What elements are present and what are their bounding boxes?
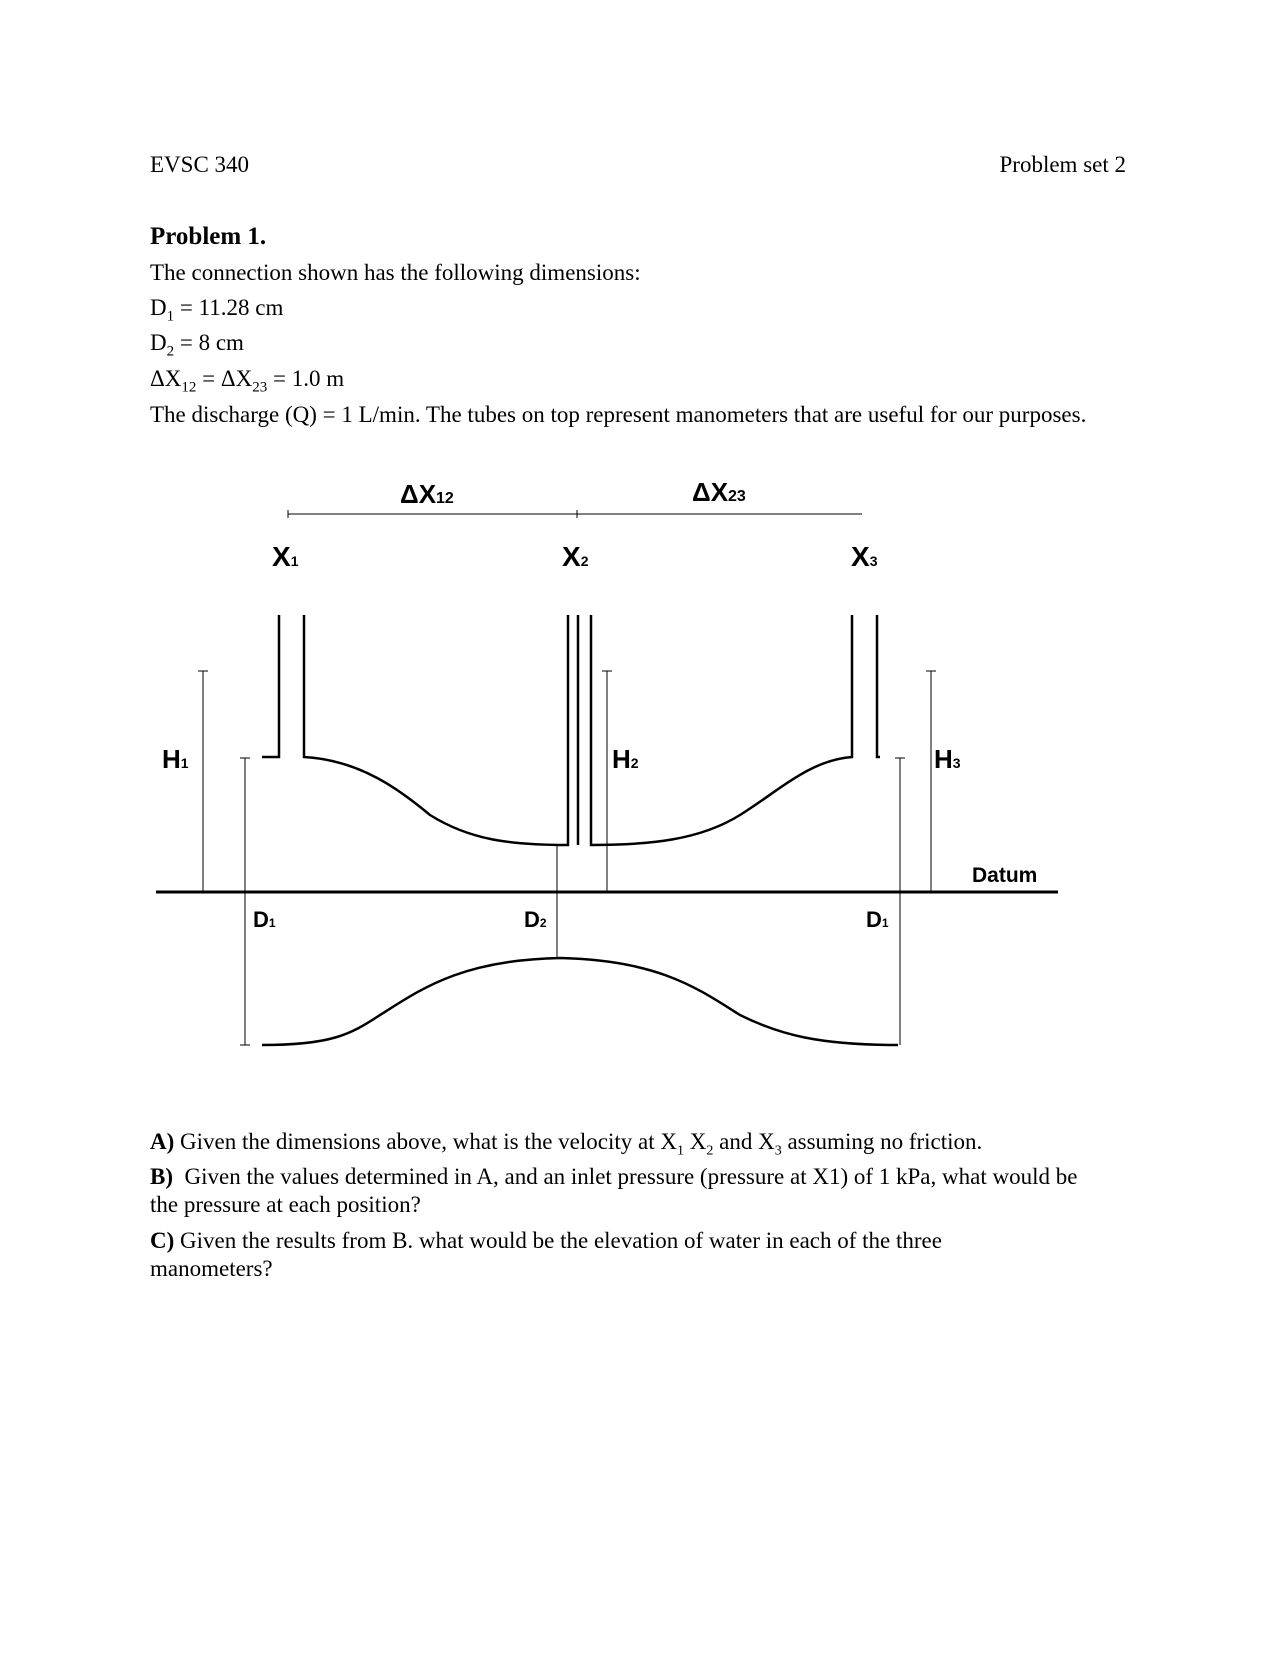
label-datum: Datum xyxy=(972,864,1038,887)
label-h2: H2 xyxy=(612,744,639,774)
label-d1-right: D1 xyxy=(866,907,889,932)
label-d1-left: D1 xyxy=(253,907,276,932)
label-dx12: ΔX12 xyxy=(400,479,454,509)
problem-title: Problem 1. xyxy=(150,223,267,250)
dimension-dx: $\Delta X_{12} = \Delta X_{23} = 1.0$ m xyxy=(150,366,345,396)
label-h3: H3 xyxy=(934,744,961,774)
question-a: A) Given the dimensions above, what is the velocity at $X_1$ $X_2$ and $X_3$ assuming no friction. xyxy=(150,1129,983,1159)
lower-pipe-wall xyxy=(262,958,898,1045)
label-x1: X1 xyxy=(272,541,299,572)
label-dx23: ΔX23 xyxy=(692,477,746,507)
discharge-text: The discharge (Q) = 1 L/min. The tubes on top represent manometers that are useful for our purposes. xyxy=(150,402,1087,427)
label-d2: D2 xyxy=(524,907,547,932)
problem-set-label: Problem set 2 xyxy=(999,152,1126,177)
question-b: B) Given the values determined in A, and an inlet pressure (pressure at X1) of 1 kPa, what would be the pressure at each position? xyxy=(150,1164,1078,1217)
label-h1: H1 xyxy=(162,744,189,774)
dimension-d1: $D_1 = 11.28$ cm xyxy=(150,295,284,325)
course-code: EVSC 340 xyxy=(150,152,250,177)
problem-intro: The connection shown has the following dimensions: xyxy=(150,260,641,285)
question-c: C) Given the results from B. what would be the elevation of water in each of the three manometers? xyxy=(150,1228,942,1281)
dimension-d2: $D_2 = 8$ cm xyxy=(150,330,244,360)
upper-pipe-wall xyxy=(262,615,880,845)
label-x2: X2 xyxy=(562,541,589,572)
label-x3: X3 xyxy=(851,541,878,572)
